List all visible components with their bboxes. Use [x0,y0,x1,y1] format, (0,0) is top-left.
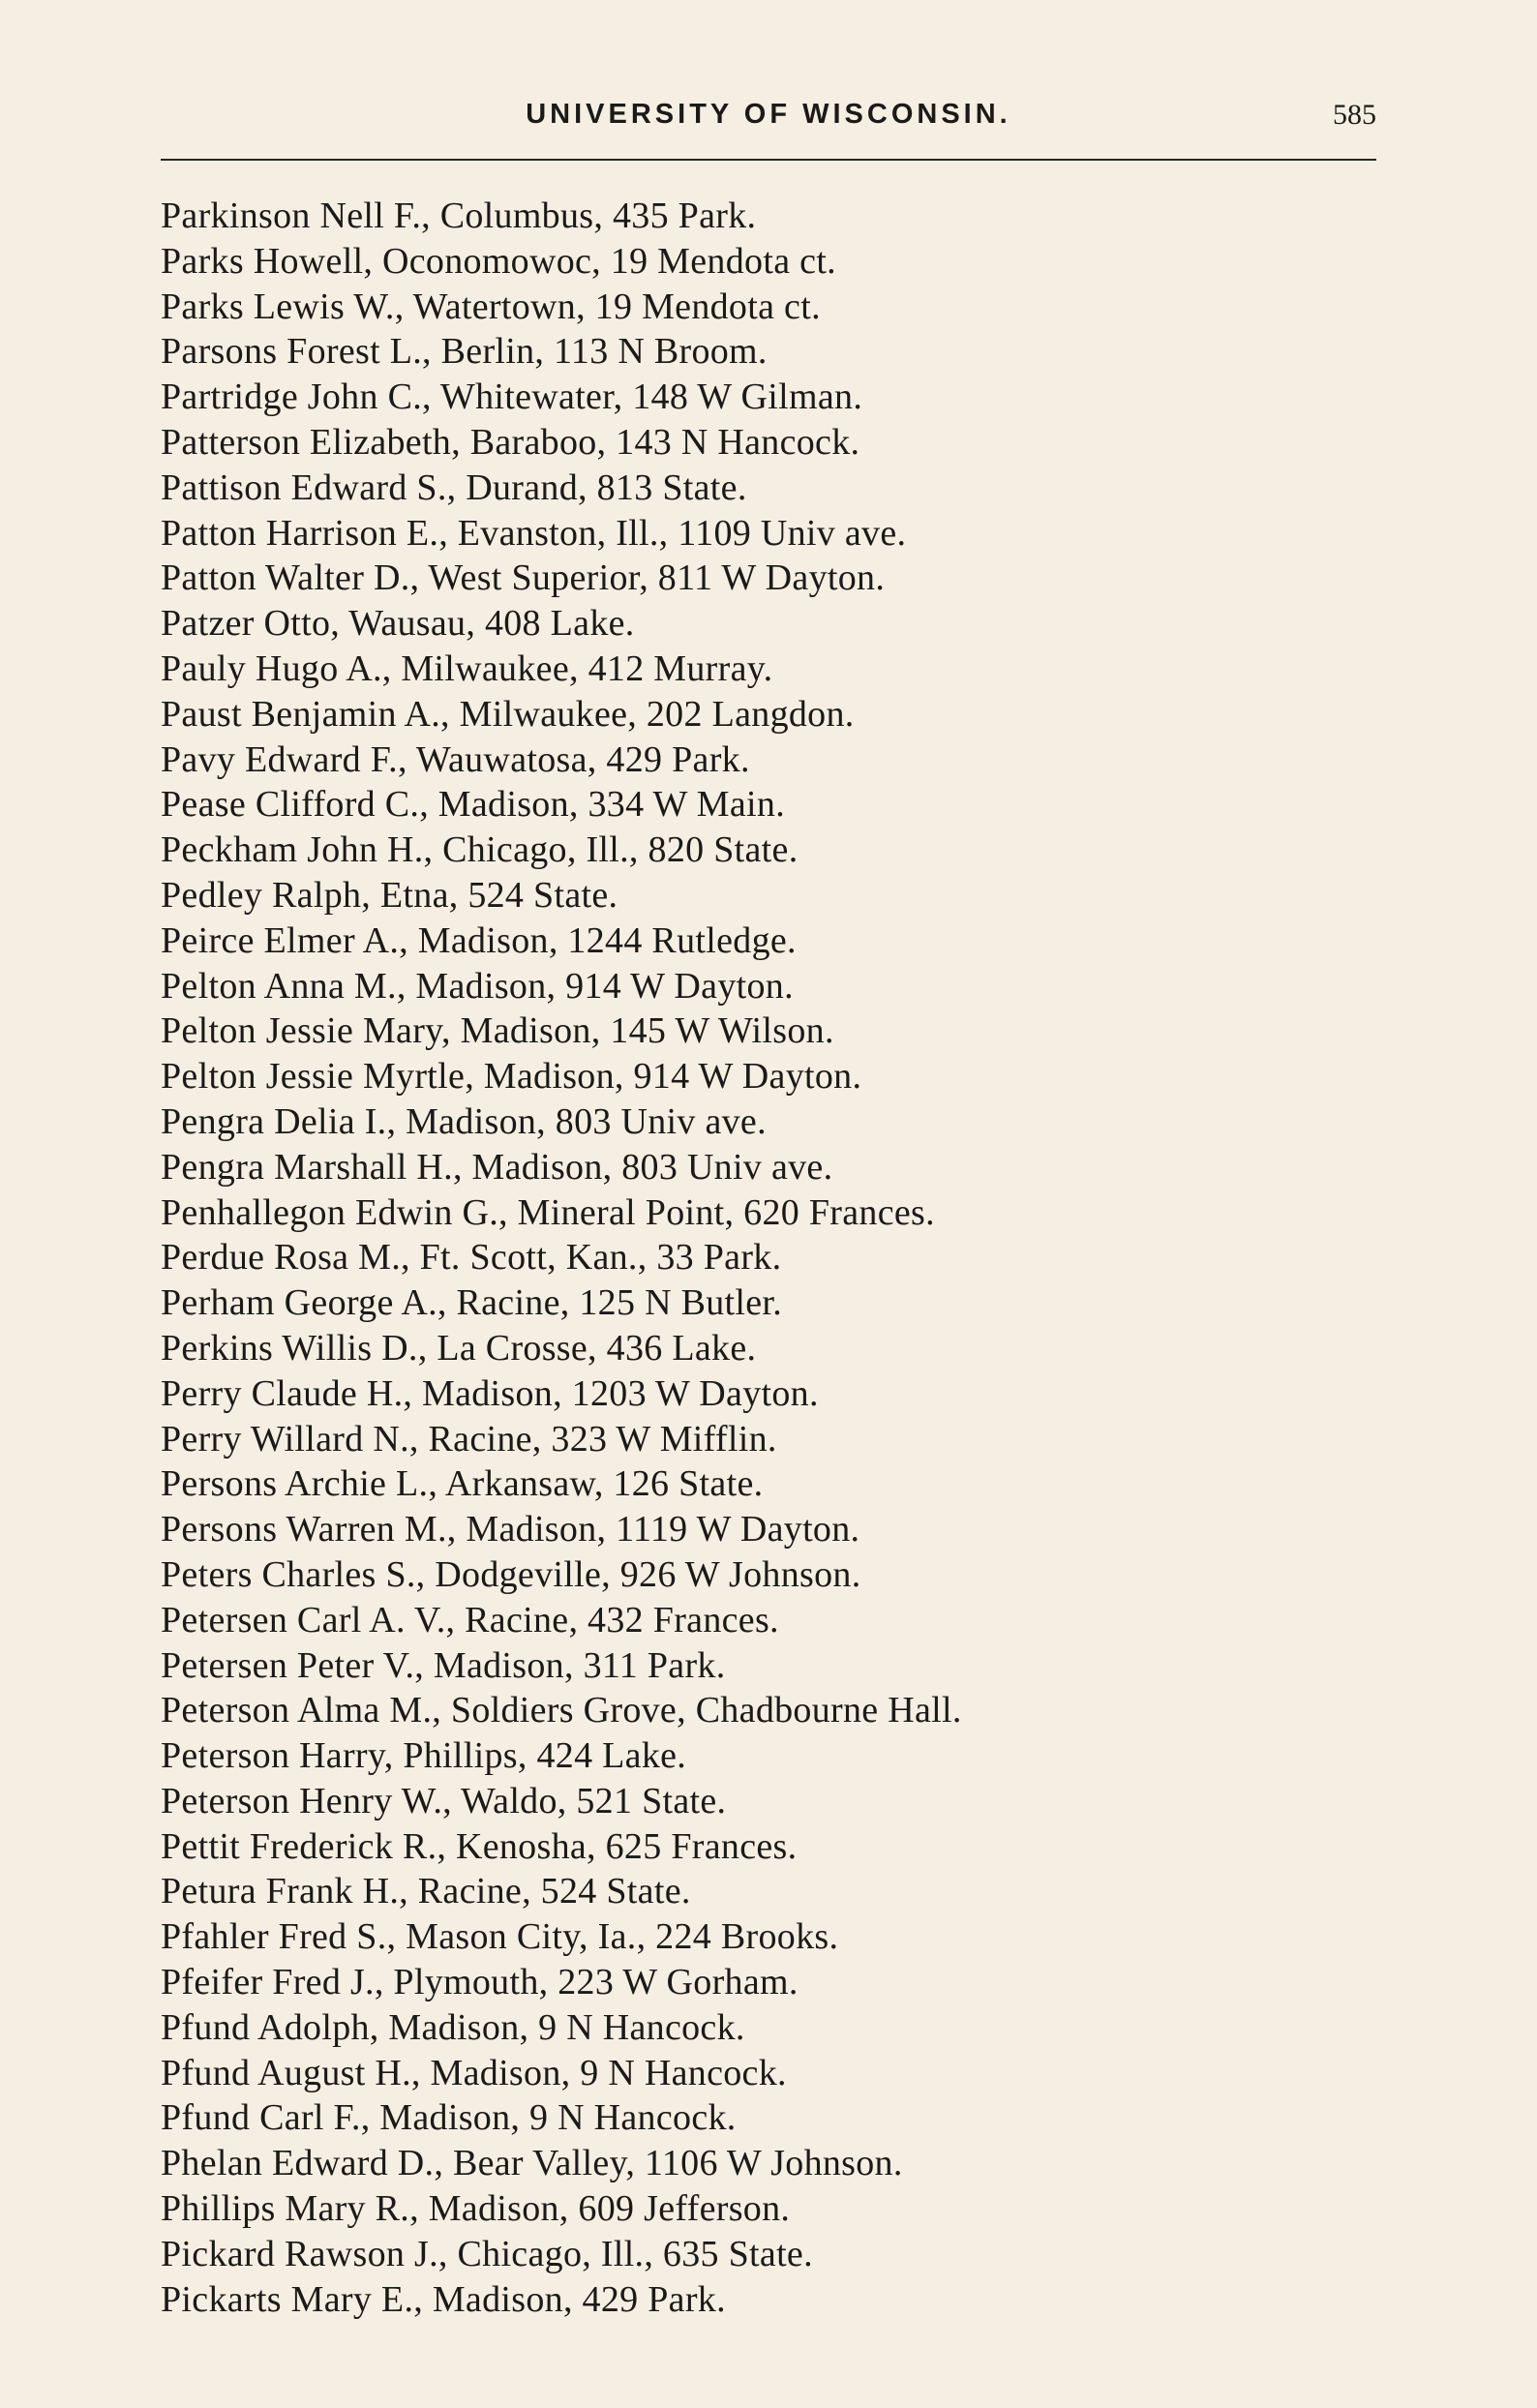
directory-entry: Parkinson Nell F., Columbus, 435 Park. [161,196,757,236]
directory-entry: Pease Clifford C., Madison, 334 W Main. [161,784,786,826]
directory-entry: Perham George A., Racine, 125 N Butler. [161,1282,783,1324]
directory-entry: Pelton Anna M., Madison, 914 W Dayton. [161,965,794,1007]
directory-entry: Perdue Rosa M., Ft. Scott, Kan., 33 Park. [161,1237,782,1279]
directory-entry: Penhallegon Edwin G., Mineral Point, 620 Frances. [161,1191,935,1233]
directory-entry: Patton Harrison E., Evanston, Ill., 1109 Univ ave. [161,512,907,554]
directory-entry: Patton Walter D., West Superior, 811 W Dayton. [161,557,886,599]
directory-entry: Pfahler Fred S., Mason City, Ia., 224 Brooks. [161,1916,839,1958]
directory-entry: Petersen Peter V., Madison, 311 Park. [161,1644,726,1686]
directory-entry: Pettit Frederick R., Kenosha, 625 Frances. [161,1825,798,1867]
directory-entry: Patterson Elizabeth, Baraboo, 143 N Hancock. [161,421,860,463]
directory-entry: Pauly Hugo A., Milwaukee, 412 Murray. [161,647,773,689]
directory-entry: Pattison Edward S., Durand, 813 State. [161,467,747,508]
directory-entry: Patzer Otto, Wausau, 408 Lake. [161,603,635,645]
directory-entry: Pfeifer Fred J., Plymouth, 223 W Gorham. [161,1962,799,2003]
directory-entry: Peters Charles S., Dodgeville, 926 W Johnson. [161,1553,861,1595]
student-directory-list [161,194,1419,2322]
running-title: UNIVERSITY OF WISCONSIN. [526,99,1011,130]
directory-entry: Phelan Edward D., Bear Valley, 1106 W Johnson. [161,2143,903,2184]
directory-entry: Pfund August H., Madison, 9 N Hancock. [161,2052,787,2093]
directory-entry: Parks Howell, Oconomowoc, 19 Mendota ct. [161,240,836,282]
directory-entry: Pickarts Mary E., Madison, 429 Park. [161,2278,726,2320]
directory-entry: Paust Benjamin A., Milwaukee, 202 Langdon. [161,693,855,735]
directory-entry: Petura Frank H., Racine, 524 State. [161,1871,691,1912]
directory-entry: Peterson Alma M., Soldiers Grove, Chadbourne Hall. [161,1690,962,1731]
directory-entry: Pengra Delia I., Madison, 803 Univ ave. [161,1100,767,1142]
directory-entry: Perkins Willis D., La Crosse, 436 Lake. [161,1327,757,1369]
directory-entry: Pfund Carl F., Madison, 9 N Hancock. [161,2097,737,2139]
directory-entry: Pickard Rawson J., Chicago, Ill., 635 State. [161,2233,813,2274]
page-number: 585 [1333,99,1376,131]
directory-entry: Peterson Harry, Phillips, 424 Lake. [161,1735,687,1777]
directory-entry: Parsons Forest L., Berlin, 113 N Broom. [161,331,768,373]
directory-entry: Pavy Edward F., Wauwatosa, 429 Park. [161,738,750,780]
directory-entry: Pfund Adolph, Madison, 9 N Hancock. [161,2006,745,2048]
directory-entry: Perry Claude H., Madison, 1203 W Dayton. [161,1372,819,1414]
directory-entry: Pelton Jessie Myrtle, Madison, 914 W Dayton. [161,1056,862,1098]
directory-entry: Peirce Elmer A., Madison, 1244 Rutledge. [161,919,797,961]
directory-entry: Phillips Mary R., Madison, 609 Jefferson. [161,2188,791,2230]
directory-entry: Petersen Carl A. V., Racine, 432 Frances. [161,1599,779,1640]
directory-entry: Pengra Marshall H., Madison, 803 Univ ave. [161,1146,833,1188]
running-header [161,93,1376,141]
directory-entry: Persons Warren M., Madison, 1119 W Dayton. [161,1509,860,1550]
directory-entry: Persons Archie L., Arkansaw, 126 State. [161,1463,764,1505]
directory-entry: Partridge John C., Whitewater, 148 W Gilman. [161,376,863,418]
directory-entry: Pedley Ralph, Etna, 524 State. [161,874,618,916]
directory-entry: Perry Willard N., Racine, 323 W Mifflin. [161,1418,777,1460]
header-rule [161,159,1376,161]
directory-entry: Parks Lewis W., Watertown, 19 Mendota ct. [161,286,821,327]
directory-entry: Peckham John H., Chicago, Ill., 820 State. [161,829,799,871]
directory-entry: Pelton Jessie Mary, Madison, 145 W Wilson. [161,1010,834,1052]
directory-entry: Peterson Henry W., Waldo, 521 State. [161,1780,727,1821]
